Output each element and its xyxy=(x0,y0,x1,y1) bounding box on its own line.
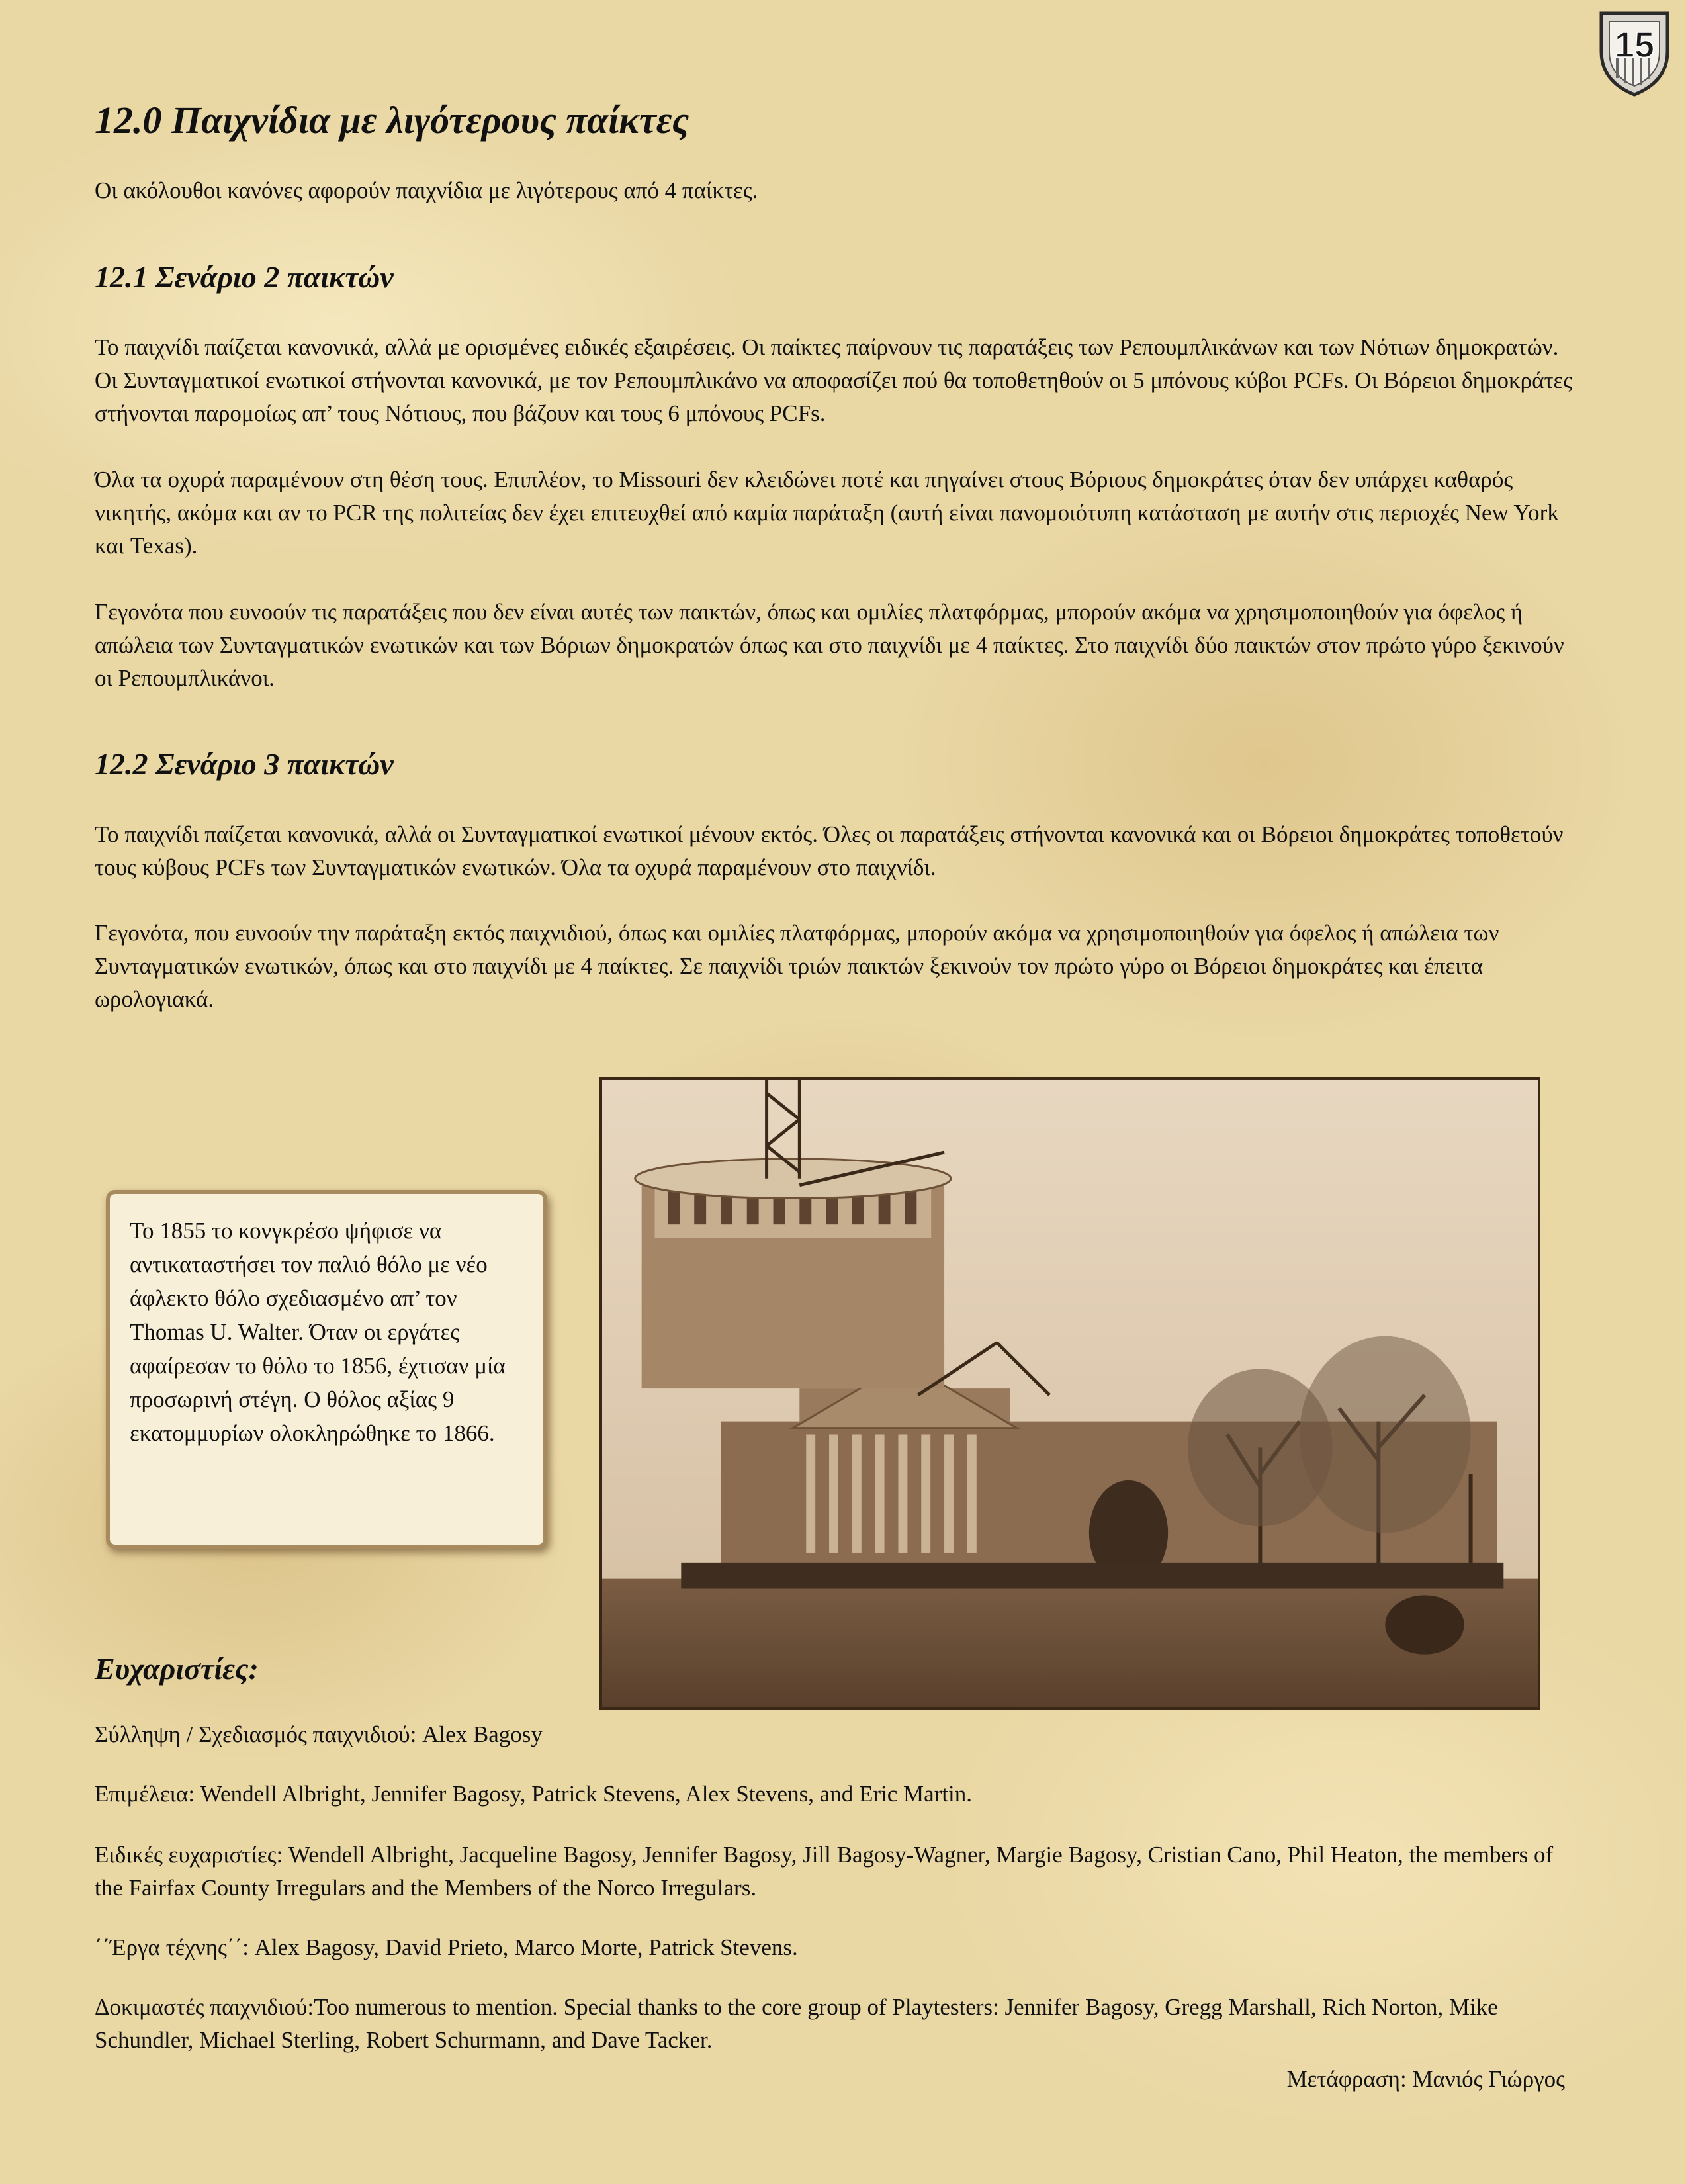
sidebar-note-text: Το 1855 το κονγκρέσο ψήφισε να αντικαταστήσει τον παλιό θόλο με νέο άφλεκτο θόλο σχεδιασμένο απ’ τον Thomas U. Walter. Όταν οι εργάτες αφαίρεσαν το θόλο το 1856, έχτισαν μία προσωρινή στέγη. Ο θόλος αξίας 9 εκατομμυρίων ολοκληρώθηκε το 1866. xyxy=(130,1218,506,1446)
section-heading-main: 12.0 Παιχνίδια με λιγότερους παίκτες xyxy=(95,99,689,142)
section-heading-2-player: 12.1 Σενάριο 2 παικτών xyxy=(95,260,394,294)
credit-line: Ειδικές ευχαριστίες: Wendell Albright, Jacqueline Bagosy, Jennifer Bagosy, Jill Bagosy-Wagner, Margie Bagosy, Cristian Cano, Phil Heaton, the members of the Fairfax County Irregulars and the Members of the Norco Irregulars. xyxy=(95,1842,1554,1901)
credit-line: ΄΄Έργα τέχνης΄΄: Alex Bagosy, David Prieto, Marco Morte, Patrick Stevens. xyxy=(95,1934,798,1960)
credit-line: Σύλληψη / Σχεδιασμός παιχνιδιού: Alex Bagosy xyxy=(95,1721,543,1747)
page-number-badge xyxy=(1595,5,1674,98)
credit-line: Δοκιμαστές παιχνιδιού:Too numerous to mention. Special thanks to the core group of Playtesters: Jennifer Bagosy, Gregg Marshall, Rich Norton, Mike Schundler, Michael Sterling, Robert Schurmann, and Dave Tacker. xyxy=(95,1994,1498,2053)
paragraph: Γεγονότα που ευνοούν τις παρατάξεις που δεν είναι αυτές των παικτών, όπως και ομιλίες πλατφόρμας, μπορούν ακόμα να χρησιμοποιηθούν για όφελος ή απώλεια των Συνταγματικών ενωτικών και των Βόριων δημοκρατών όπως και στο παιχνίδι με 4 παίκτες. Στο παιχνίδι δύο παικτών στον πρώτο γύρο ξεκινούν οι Ρεπουμπλικάνοι. xyxy=(95,599,1564,691)
paragraph: Γεγονότα, που ευνοούν την παράταξη εκτός παιχνιδιού, όπως και ομιλίες πλατφόρμας, μπορούν ακόμα να χρησιμοποιηθούν για όφελος ή απώλεια των Συνταγματικών ενωτικών, όπως και στο παιχνίδι με 4 παίκτες. Σε παιχνίδι τριών παικτών ξεκινούν τον πρώτο γύρο οι Βόρειοι δημοκράτες και έπειτα ωρολογιακά. xyxy=(95,920,1499,1012)
credit-line: Επιμέλεια: Wendell Albright, Jennifer Bagosy, Patrick Stevens, Alex Stevens, and Eric Martin. xyxy=(95,1781,973,1807)
paragraph: Το παιχνίδι παίζεται κανονικά, αλλά με ορισμένες ειδικές εξαιρέσεις. Οι παίκτες παίρνουν τις παρατάξεις των Ρεπουμπλικάνων και των Νότιων δημοκρατών. Οι Συνταγματικοί ενωτικοί στήνονται κανονικά, με τον Ρεπουμπλικάνο να αποφασίζει πού θα τοποθετηθούν οι 5 μπόνους κύβοι PCFs. Οι Βόρειοι δημοκράτες στήνονται παρομοίως απ’ τους Νότιους, που βάζουν και τους 6 μπόνους PCFs. xyxy=(95,334,1573,426)
credits-heading: Ευχαριστίες: xyxy=(95,1652,259,1686)
paragraph: Όλα τα οχυρά παραμένουν στη θέση τους. Επιπλέον, το Missouri δεν κλειδώνει ποτέ και πηγαίνει στους Βόριους δημοκράτες όταν δεν υπάρχει καθαρός νικητής, ακόμα και αν το PCR της πολιτείας δεν έχει επιτευχθεί από καμία παράταξη (αυτή είναι πανομοιότυπη κατάσταση με αυτήν στις περιοχές New York και Texas). xyxy=(95,467,1559,559)
sidebar-note xyxy=(106,1190,547,1549)
paragraph: Το παιχνίδι παίζεται κανονικά, αλλά οι Συνταγματικοί ενωτικοί μένουν εκτός. Όλες οι παρατάξεις στήνονται κανονικά και οι Βόρειοι δημοκράτες τοποθετούν τους κύβους PCFs των Συνταγματικών ενωτικών. Όλα τα οχυρά παραμένουν στο παιχνίδι. xyxy=(95,821,1564,880)
translator-credit: Μετάφραση: Μανιός Γιώργος xyxy=(1286,2066,1565,2092)
page-number: 15 xyxy=(1614,25,1655,65)
section-heading-3-player: 12.2 Σενάριο 3 παικτών xyxy=(95,747,394,781)
capitol-photo xyxy=(599,1077,1540,1710)
intro-text: Οι ακόλουθοι κανόνες αφορούν παιχνίδια με λιγότερους από 4 παίκτες. xyxy=(95,177,758,203)
